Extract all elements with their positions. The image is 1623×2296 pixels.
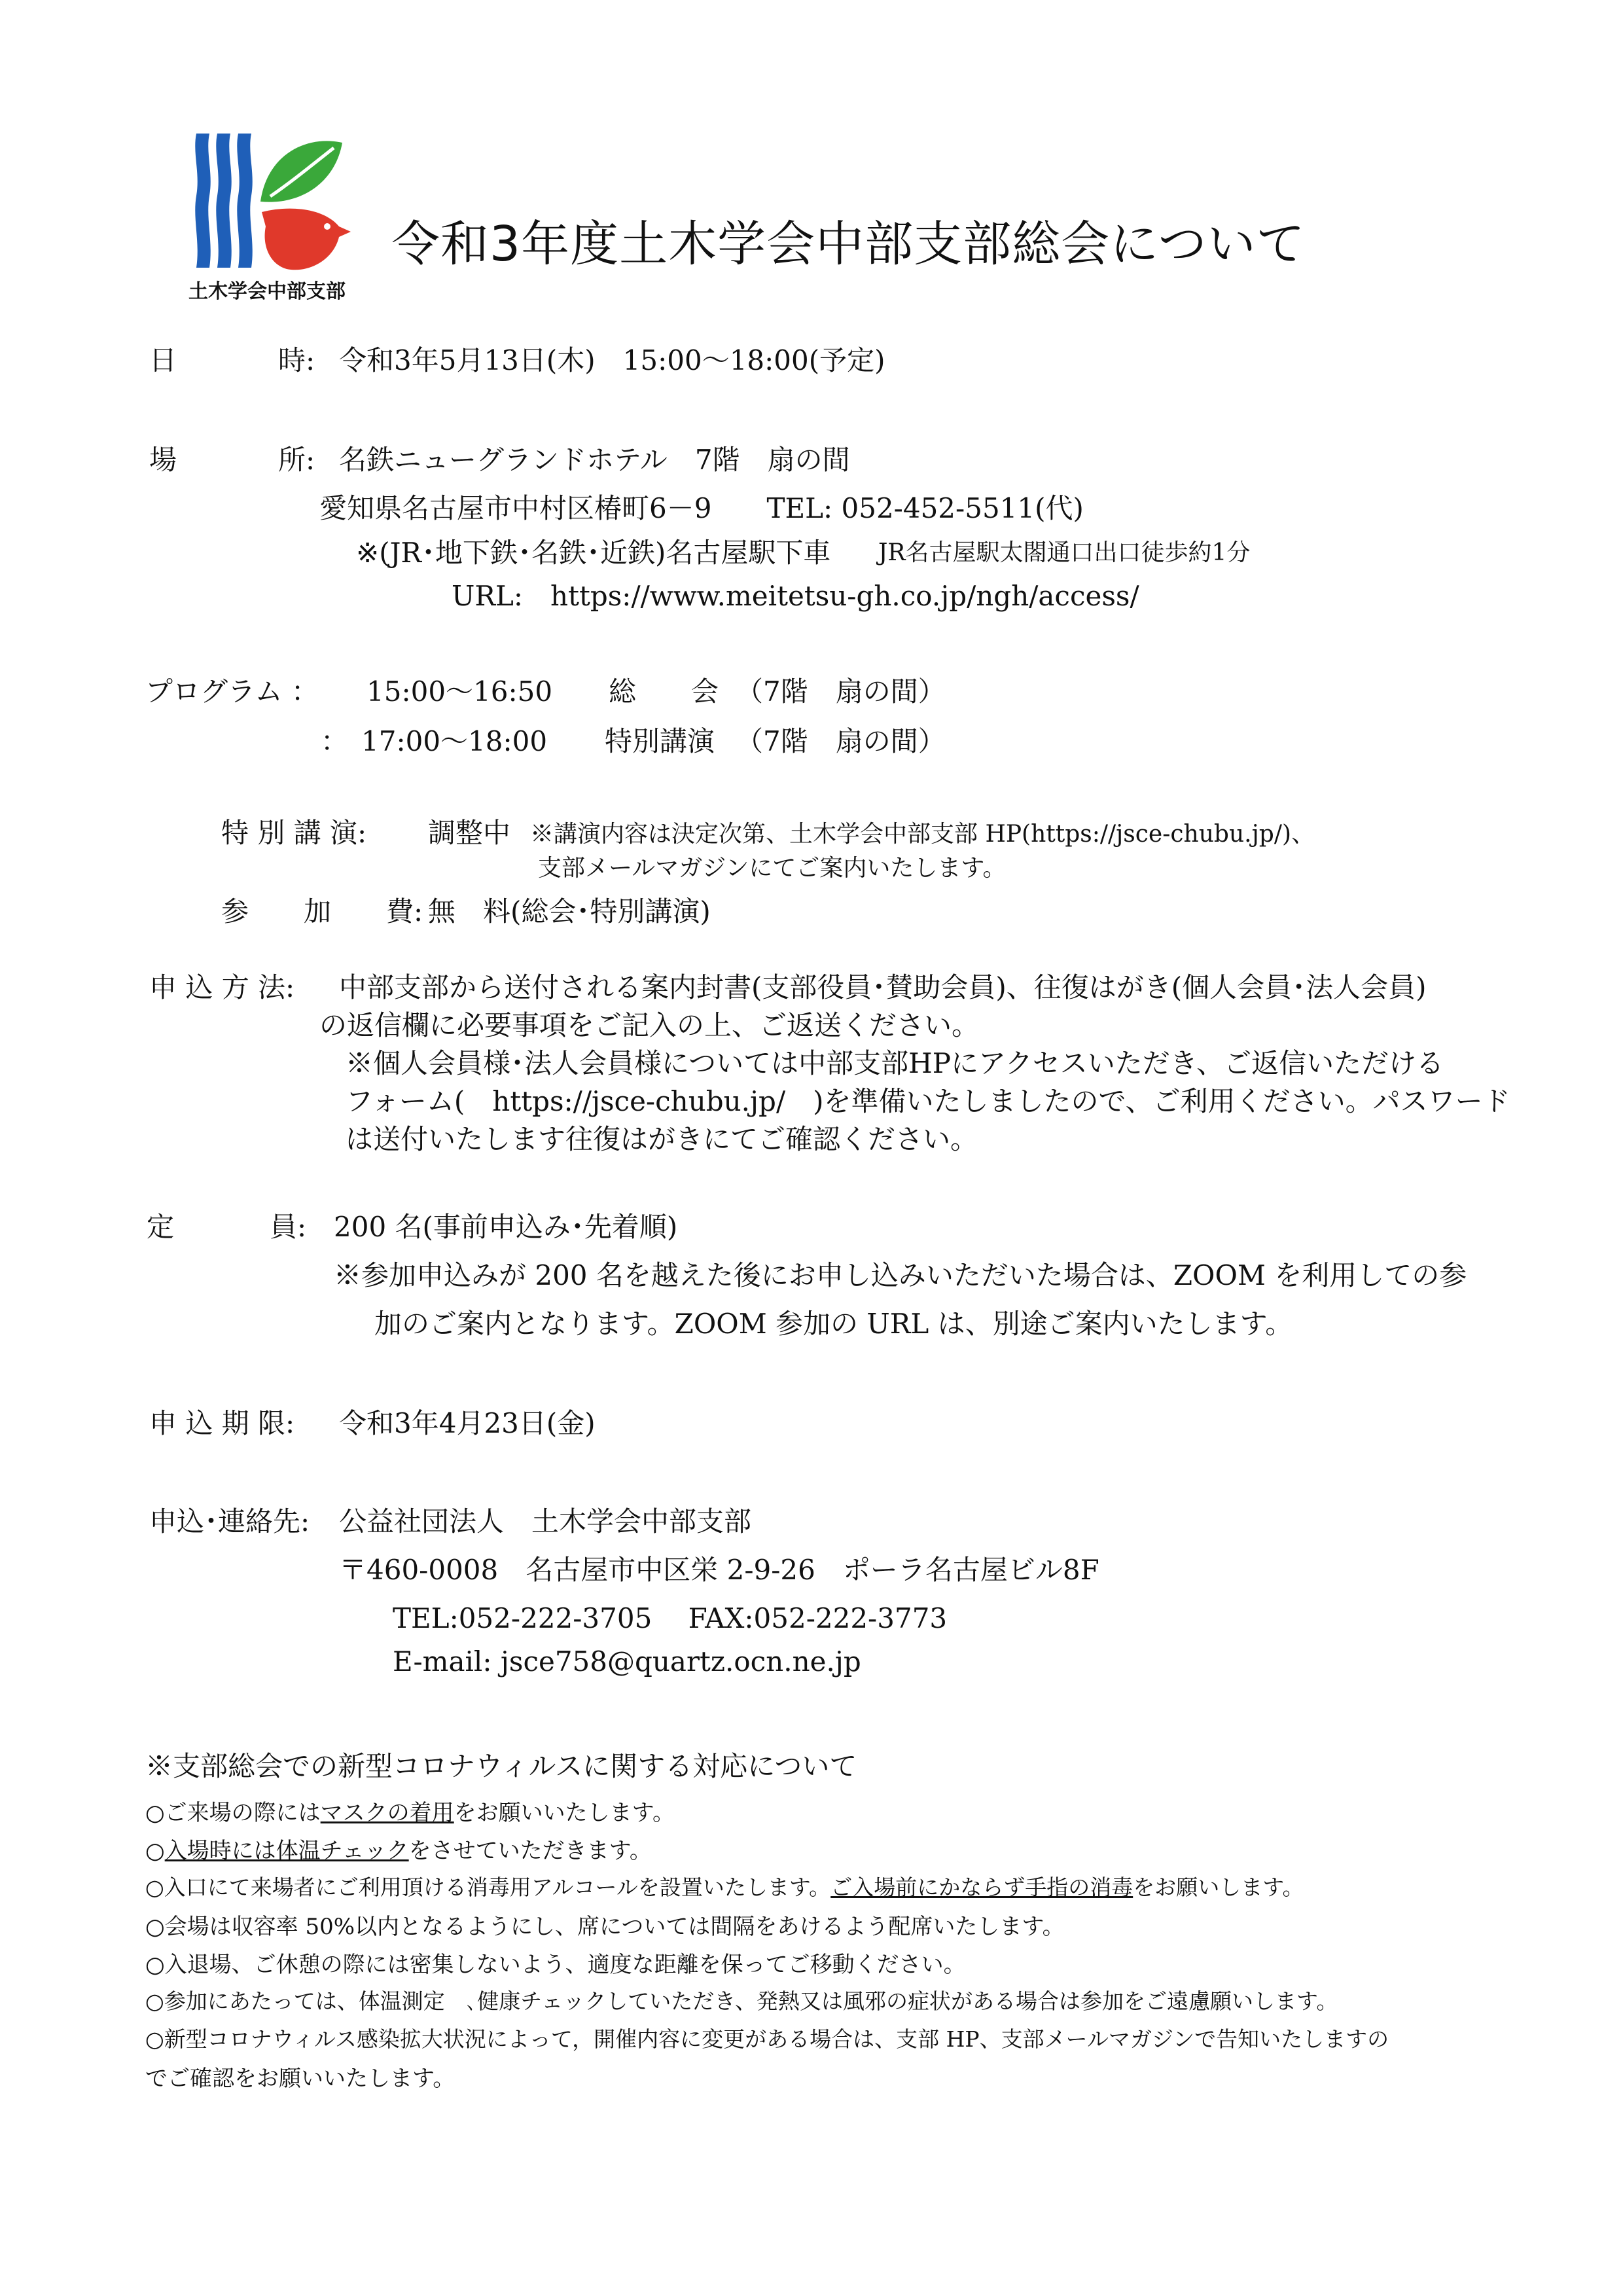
- capacity-label-b: 員:: [270, 1211, 307, 1243]
- method-label: 申 込 方 法:: [149, 971, 295, 1003]
- lecture-note-2: 支部メールマガジンにてご案内いたします。: [538, 855, 1007, 882]
- deadline-value: 令和3年4月23日(金): [339, 1407, 596, 1439]
- program-place-2: （7階 扇の間）: [736, 725, 946, 757]
- venue-name: 名鉄ニューグランドホテル 7階 扇の間: [339, 444, 850, 476]
- page-title: 令和3年度土木学会中部支部総会について: [391, 216, 1306, 272]
- blue-wave-stripes: [195, 134, 252, 268]
- venue-access-detail: JR名古屋駅太閤通口出口徒歩約1分: [878, 539, 1251, 566]
- covid-item-1: ○ご来場の際にはマスクの着用をお願いいたします。: [145, 1800, 675, 1826]
- venue-access: ※(JR･地下鉄･名鉄･近鉄)名古屋駅下車: [356, 537, 831, 569]
- covid-item-3: ○入口にて来場者にご利用頂ける消毒用アルコールを設置いたします。ご入場前にかならず手指の消毒をお願いします。: [145, 1874, 1304, 1900]
- method-line-1: 中部支部から送付される案内封書(支部役員･賛助会員)、往復はがき(個人会員･法人会員): [339, 971, 1427, 1003]
- covid-item-6: ○参加にあたっては、体温測定 ､健康チェックしていただき、発熱又は風邪の症状がある場合は参加をご遠慮願いします。: [145, 1988, 1338, 2014]
- lecture-value: 調整中: [428, 817, 511, 849]
- lecture-label: 特 別 講 演:: [221, 817, 367, 849]
- venue-label-a: 場: [149, 444, 177, 476]
- program-colon-2: ：: [321, 725, 349, 757]
- capacity-value: 200 名(事前申込み･先着順): [334, 1211, 678, 1243]
- method-line-5: は送付いたします往復はがきにてご確認ください。: [346, 1123, 978, 1155]
- venue-address: 愛知県名古屋市中村区椿町6－9 TEL: 052-452-5511(代): [319, 492, 1084, 524]
- contact-address: 〒460-0008 名古屋市中区栄 2-9-26 ポーラ名古屋ビル8F: [339, 1554, 1099, 1586]
- program-title-2: 特別講演: [605, 725, 715, 757]
- date-value: 令和3年5月13日(木) 15:00〜18:00(予定): [339, 344, 885, 376]
- date-label-a: 日: [149, 344, 177, 376]
- method-line-2: の返信欄に必要事項をご記入の上、ご返送ください。: [319, 1009, 980, 1041]
- fee-label: 参 加 費:: [221, 895, 423, 927]
- venue-url: URL: https://www.meitetsu-gh.co.jp/ngh/access/: [452, 580, 1139, 612]
- covid-item-5: ○入退場、ご休憩の際には密集しないよう、適度な距離を保ってご移動ください。: [145, 1952, 966, 1978]
- covid-item-7b: でご確認をお願いいたします。: [145, 2066, 455, 2092]
- program-time-1: 15:00〜16:50: [366, 675, 553, 708]
- program-time-2: 17:00〜18:00: [361, 725, 548, 757]
- contact-org: 公益社団法人 土木学会中部支部: [339, 1505, 752, 1537]
- red-bird-icon: [262, 209, 351, 270]
- covid-item-4: ○会場は収容率 50%以内となるようにし、席については間隔をあけるよう配席いたします。: [145, 1914, 1065, 1940]
- lecture-note-1: ※講演内容は決定次第、土木学会中部支部 HP(https://jsce-chubu.jp/)、: [530, 821, 1315, 848]
- logo-caption: 土木学会中部支部: [188, 280, 346, 303]
- method-line-3: ※個人会員様･法人会員様については中部支部HPにアクセスいただき、ご返信いただける: [346, 1047, 1444, 1079]
- deadline-label: 申 込 期 限:: [149, 1407, 295, 1439]
- contact-label: 申込･連絡先:: [149, 1505, 310, 1537]
- covid-heading: ※支部総会での新型コロナウィルスに関する対応について: [145, 1750, 857, 1782]
- program-place-1: （7階 扇の間）: [736, 675, 946, 708]
- date-label-b: 時:: [278, 344, 315, 376]
- program-label: プログラム ：: [145, 675, 319, 708]
- covid-item-7a: ○新型コロナウィルス感染拡大状況によって，開催内容に変更がある場合は、支部 HP、支部メールマガジンで告知いたしますの: [145, 2026, 1389, 2052]
- capacity-note-2: 加のご案内となります。ZOOM 参加の URL は、別途ご案内いたします。: [374, 1308, 1293, 1340]
- venue-label-b: 所:: [278, 444, 315, 476]
- capacity-label-a: 定: [147, 1211, 175, 1243]
- contact-tel-fax: TEL:052-222-3705 FAX:052-222-3773: [393, 1602, 948, 1634]
- fee-value: 無 料(総会･特別講演): [428, 895, 711, 927]
- contact-email[interactable]: E-mail: jsce758@quartz.ocn.ne.jp: [393, 1645, 861, 1677]
- covid-item-2: ○入場時には体温チェックをさせていただきます。: [145, 1838, 652, 1864]
- method-line-4: フォーム( https://jsce-chubu.jp/ )を準備いたしましたので、ご利用ください。パスワード: [346, 1085, 1510, 1117]
- capacity-note-1: ※参加申込みが 200 名を越えた後にお申し込みいただいた場合は、ZOOM を利用しての参: [334, 1259, 1467, 1291]
- program-title-1: 総 会: [609, 675, 719, 708]
